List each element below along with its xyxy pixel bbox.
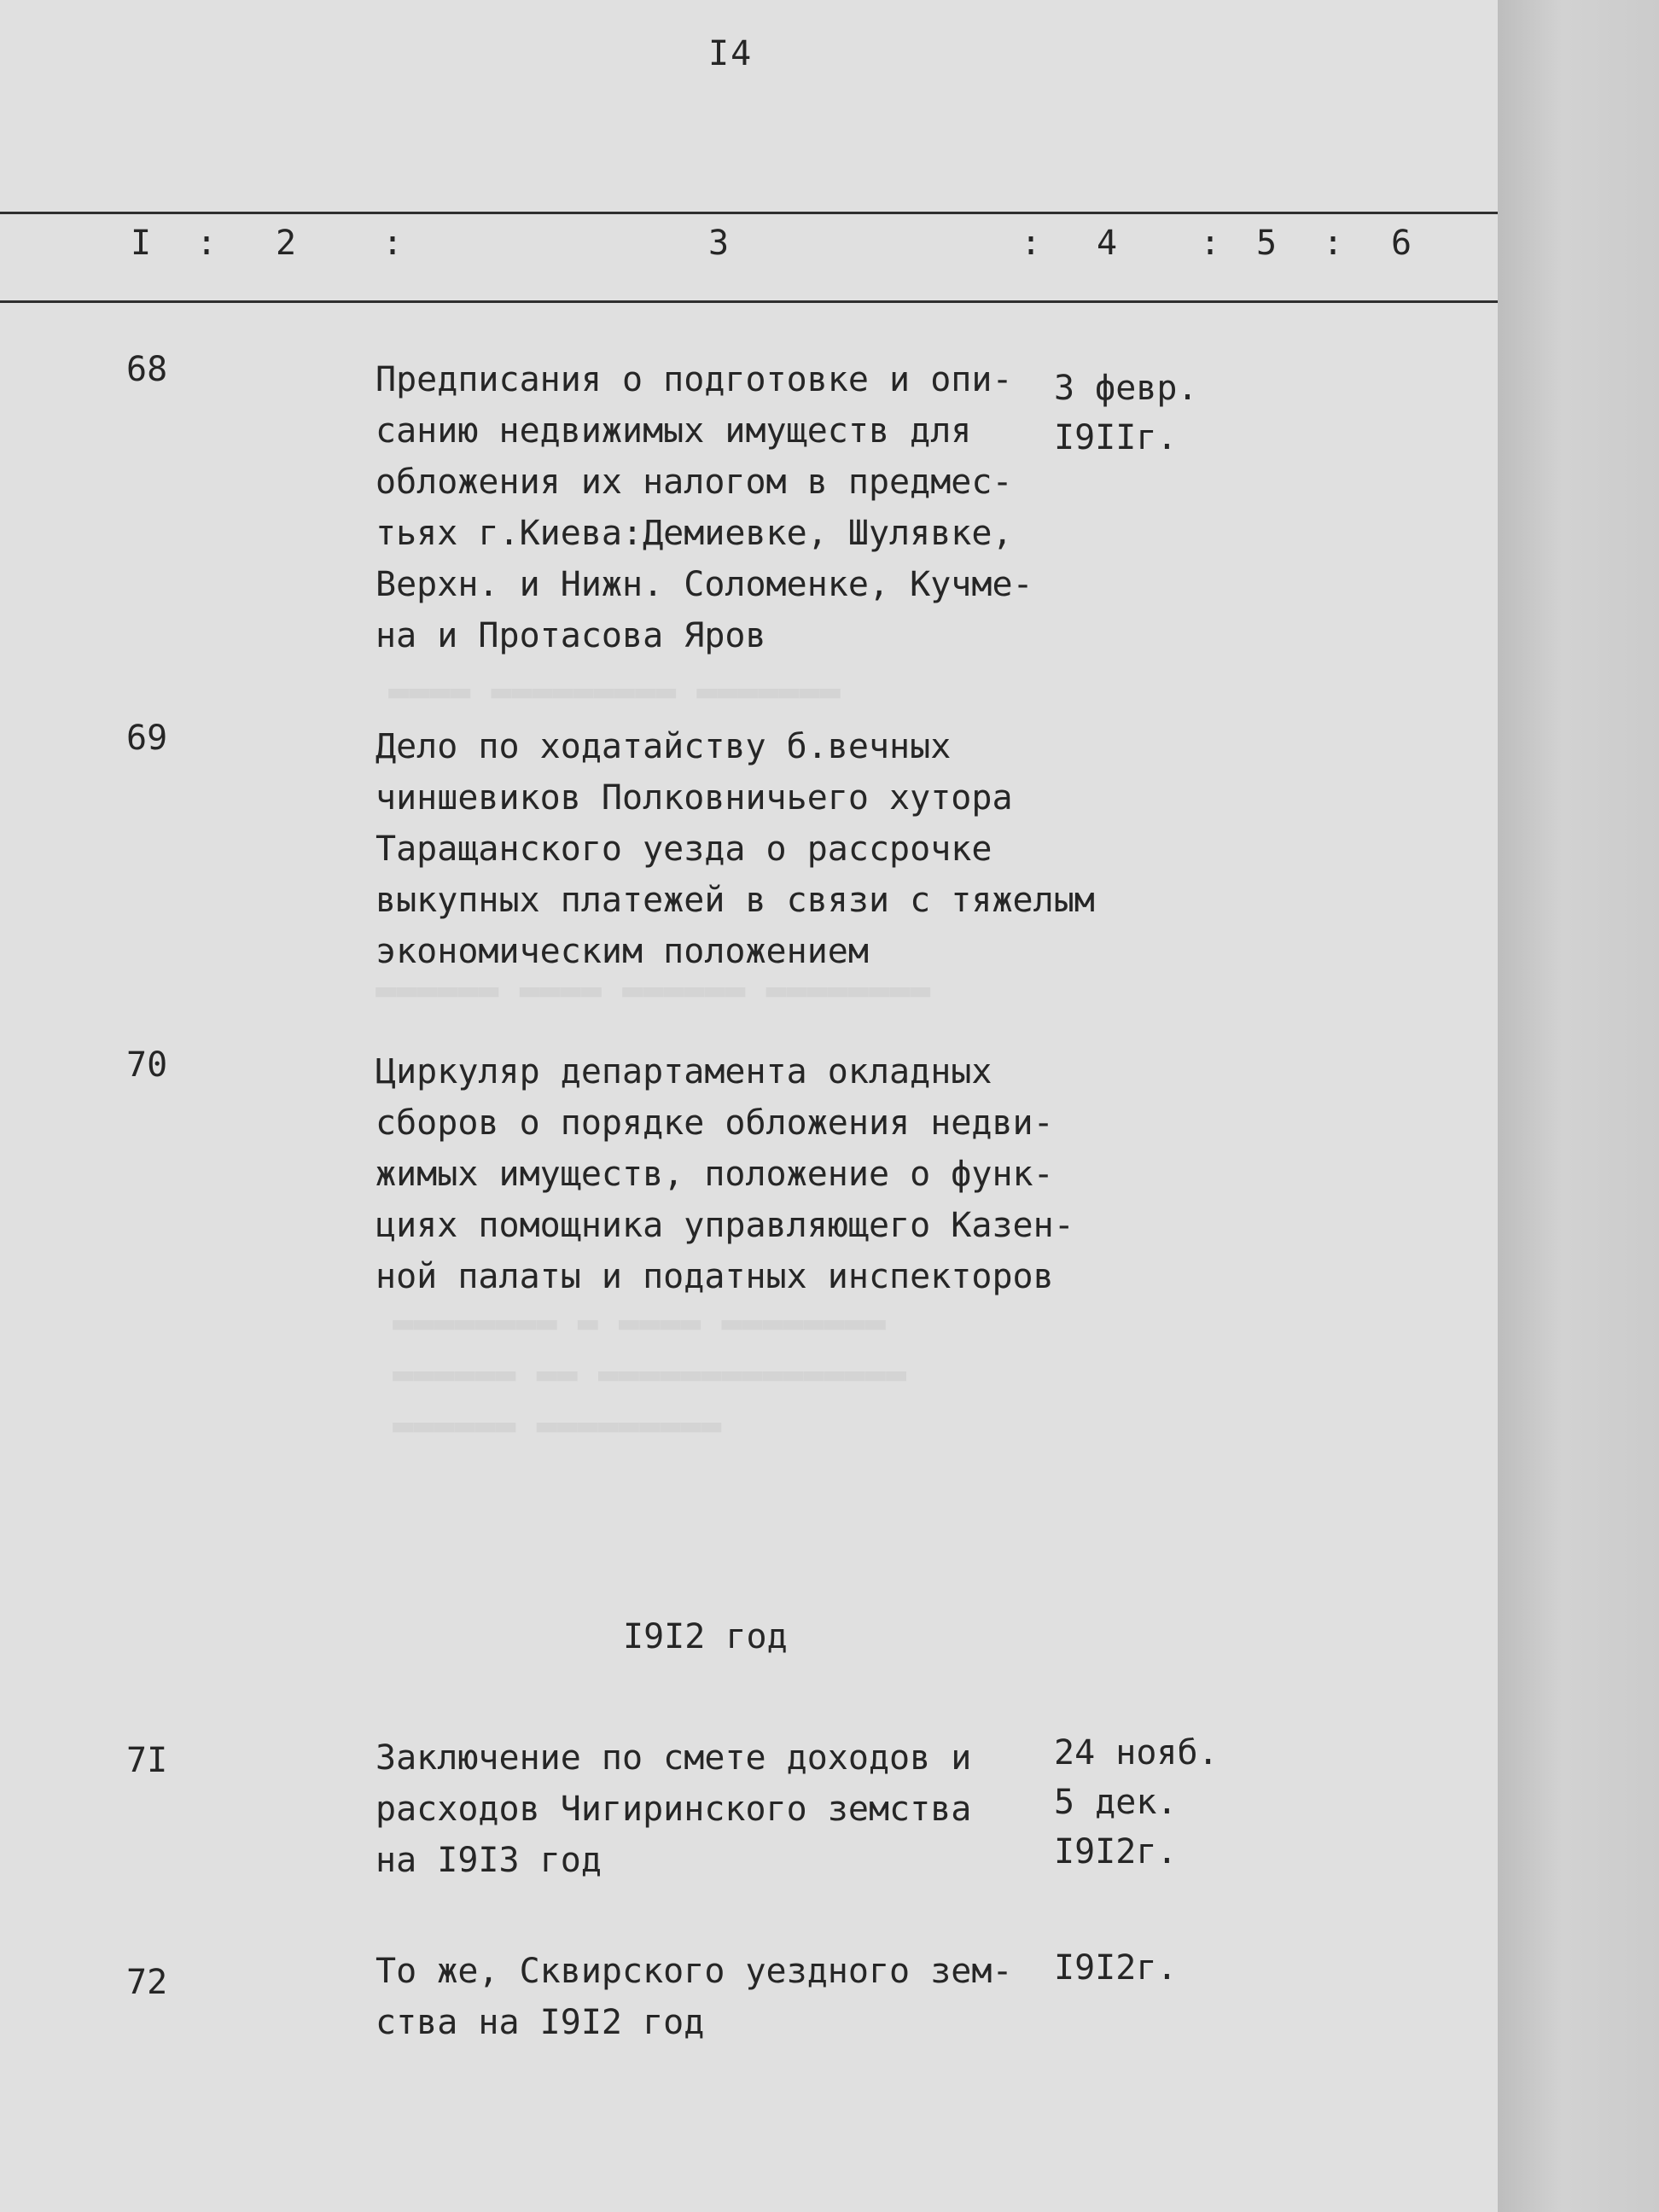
- entry-date: I9I2г.: [1054, 1948, 1178, 1988]
- column-separator: :: [1021, 224, 1042, 263]
- column-separator: :: [1323, 224, 1344, 263]
- entry-number: 70: [126, 1045, 168, 1085]
- column-header-4: 4: [1097, 224, 1118, 263]
- entry-description: Заключение по смете доходов и расходов Чигиринского земства на I9I3 год: [375, 1738, 972, 1880]
- entry-description: То же, Сквирского уездного зем- ства на I9I2 год: [375, 1952, 1013, 2042]
- bleed-through-shadow: ▬▬▬▬ ▬▬▬▬▬▬▬▬▬ ▬▬▬▬▬▬▬: [388, 672, 841, 711]
- underlying-page-edge: [1498, 0, 1659, 2212]
- column-header-2: 2: [276, 224, 297, 263]
- entry-number: 72: [126, 1963, 168, 2002]
- column-header-3: 3: [708, 224, 730, 263]
- page-number: I4: [708, 34, 754, 73]
- column-separator: :: [382, 224, 404, 263]
- column-header-6: 6: [1391, 224, 1412, 263]
- bleed-through-shadow: ▬▬▬▬▬▬▬▬ ▬ ▬▬▬▬ ▬▬▬▬▬▬▬▬ ▬▬▬▬▬▬ ▬▬ ▬▬▬▬▬▬▬▬▬▬▬▬▬▬▬ ▬▬▬▬▬▬ ▬▬▬▬▬▬▬▬▬: [393, 1303, 907, 1445]
- column-separator: :: [196, 224, 218, 263]
- entry-date: 24 нояб. 5 дек. I9I2г.: [1054, 1733, 1219, 1871]
- column-header-5: 5: [1256, 224, 1278, 263]
- year-heading: I9I2 год: [623, 1617, 788, 1656]
- table-header-top-rule: [0, 212, 1498, 214]
- bleed-through-shadow: ▬▬▬▬▬▬ ▬▬▬▬ ▬▬▬▬▬▬ ▬▬▬▬▬▬▬▬: [375, 970, 931, 1010]
- table-header-bottom-rule: [0, 300, 1498, 303]
- entry-description: Дело по ходатайству б.вечных чиншевиков Полковничьего хутора Таращанского уезда о рассрочке выкупных платежей в связи с тяжелым экономическим положением: [375, 727, 1095, 971]
- entry-number: 69: [126, 719, 168, 758]
- entry-number: 68: [126, 350, 168, 389]
- column-separator: :: [1200, 224, 1221, 263]
- entry-date: 3 февр. I9IIг.: [1054, 369, 1198, 457]
- entry-description: Циркуляр департамента окладных сборов о порядке обложения недви- жимых имуществ, положение о функ- циях помощника управляющего Казен- ной палаты и податных инспекторов: [375, 1052, 1074, 1296]
- entry-number: 7I: [126, 1741, 168, 1780]
- entry-description: Предписания о подготовке и опи- санию недвижимых имуществ для обложения их налогом в предмес- тьях г.Киева:Демиевке, Шулявке, Верхн. и Нижн. Соломенке, Кучме- на и Протасова Яров: [375, 360, 1033, 655]
- column-header-1: I: [131, 224, 152, 263]
